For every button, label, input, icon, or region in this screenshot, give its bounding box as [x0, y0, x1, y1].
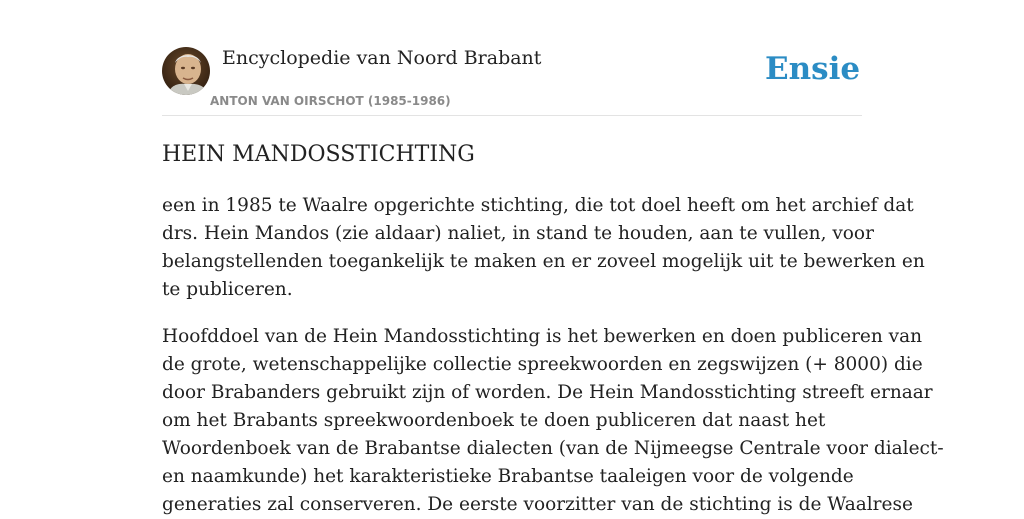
paragraph-line: door Brabanders gebruikt zijn of worden. De Hein Mandosstichting streeft ernaar [162, 382, 933, 403]
author-portrait-icon [162, 47, 210, 95]
paragraph-line: drs. Hein Mandos (zie aldaar) naliet, in stand te houden, aan te vullen, voor [162, 223, 874, 244]
paragraph-line: om het Brabants spreekwoordenboek te doen publiceren dat naast het [162, 410, 826, 431]
author-avatar[interactable] [162, 47, 210, 95]
author-name[interactable]: ANTON VAN OIRSCHOT (1985-1986) [210, 94, 451, 108]
paragraph-line: de grote, wetenschappelijke collectie spreekwoorden en zegswijzen (+ 8000) die [162, 354, 923, 375]
article-paragraph-2 [162, 323, 944, 519]
paragraph-line: belangstellenden toegankelijk te maken en er zoveel mogelijk uit te bewerken en [162, 251, 925, 272]
paragraph-line: een in 1985 te Waalre opgerichte stichting, die tot doel heeft om het archief dat [162, 195, 914, 216]
paragraph-line: te publiceren. [162, 279, 293, 300]
source-title[interactable]: Encyclopedie van Noord Brabant [222, 47, 542, 69]
header-divider [162, 115, 862, 116]
paragraph-line: Woordenboek van de Brabantse dialecten (van de Nijmeegse Centrale voor dialect- [162, 438, 944, 459]
paragraph-line: Hoofddoel van de Hein Mandosstichting is het bewerken en doen publiceren van [162, 326, 923, 347]
article-paragraph-1 [162, 192, 925, 304]
paragraph-line: generaties zal conserveren. De eerste voorzitter van de stichting is de Waalrese [162, 494, 913, 515]
ensie-logo[interactable]: Ensie [765, 51, 861, 87]
article-headword: HEIN MANDOSSTICHTING [162, 142, 475, 167]
paragraph-line: en naamkunde) het karakteristieke Brabantse taaleigen voor de volgende [162, 466, 854, 487]
